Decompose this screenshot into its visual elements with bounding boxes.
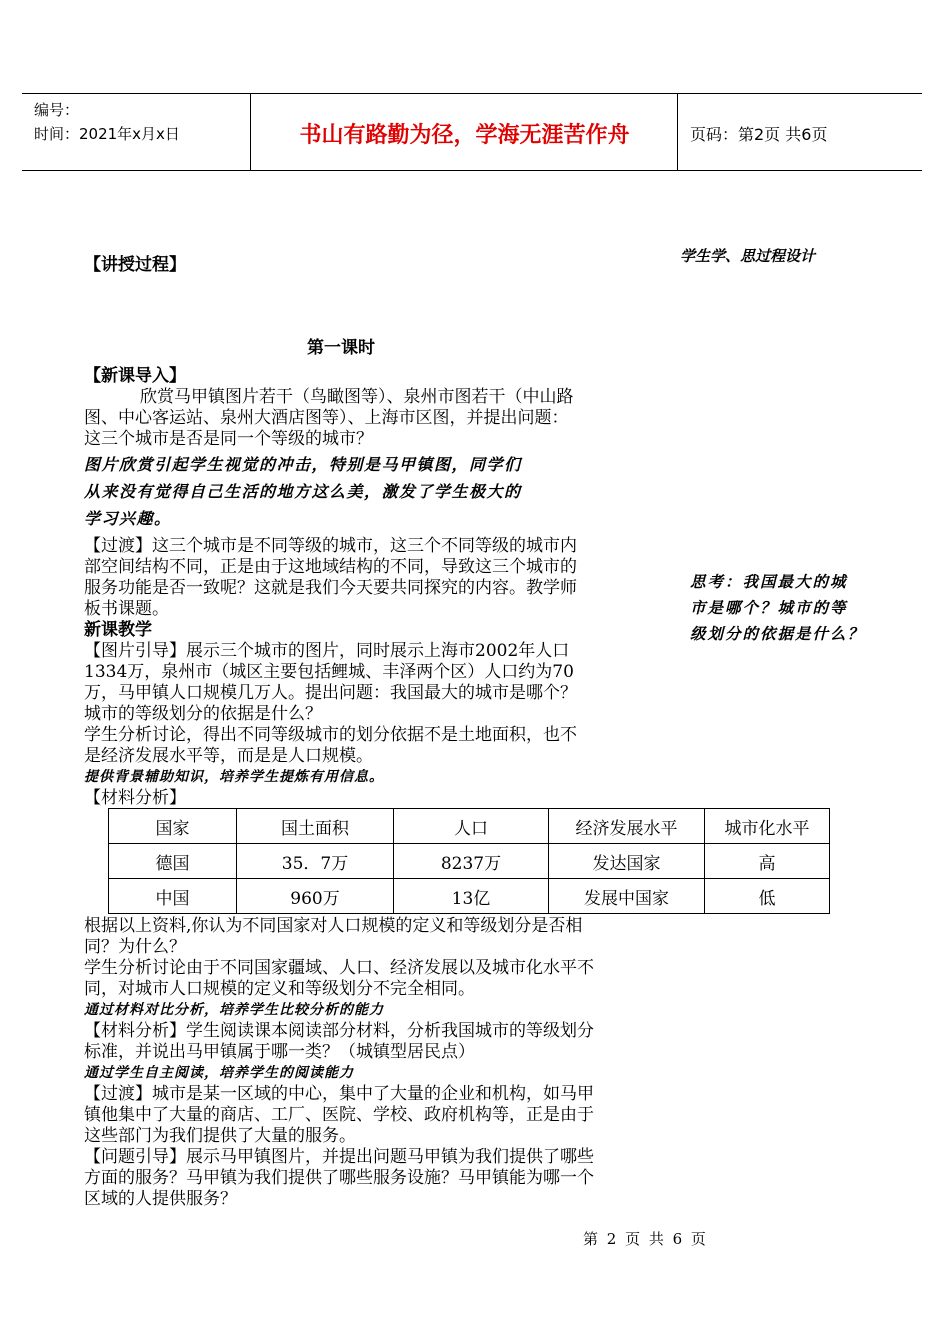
table-cell: 35．7万 [237,844,394,879]
picture-line: 万，马甲镇人口规模几万人。提出问题：我国最大的城市是哪个？ [84,683,577,703]
transition-line: 服务功能是否一致呢？这就是我们今天要共同探究的内容。教学师 [84,578,577,598]
intro-heading: 【新课导入】 [84,366,186,386]
discussion [84,725,654,767]
material2-line: 【材料分析】学生阅读课本阅读部分材料，分析我国城市的等级划分 [84,1021,594,1041]
page-footer: 第 2 页 共 6 页 [583,1230,708,1248]
header-page-label: 页码：第2页 共6页 [690,125,828,144]
note-3: 通过材料对比分析，培养学生比较分析的能力 [84,1002,384,1018]
intro-line: 这三个城市是否是同一个等级的城市？ [84,429,373,449]
analysis-line: 同，对城市人口规模的定义和等级划分不完全相同。 [84,979,475,999]
picture-line: 城市的等级划分的依据是什么？ [84,704,322,724]
intro-line: 图、中心客运站、泉州大酒店图等）、上海市区图，并提出问题： [84,408,569,428]
table-cell: 德国 [109,844,237,879]
time-label: 时间：2021年x月x日 [34,125,180,143]
transition-line: 板书课题。 [84,599,169,619]
question2-line: 方面的服务？马甲镇为我们提供了哪些服务设施？马甲镇能为哪一个 [84,1168,594,1188]
note-2: 提供背景辅助知识，培养学生提炼有用信息。 [84,769,384,785]
material-table [108,808,830,914]
table-cell: 发达国家 [549,844,705,879]
table-cell: 中国 [109,879,237,914]
question-line: 同？为什么？ [84,937,186,957]
header-meta [34,98,180,146]
transition-1 [84,536,654,620]
table-header-cell: 国家 [109,809,237,844]
picture-guide [84,641,654,725]
question-line: 根据以上资料,你认为不同国家对人口规模的定义和等级划分是否相 [84,916,583,936]
side-think-line: 思考：我国最大的城 [690,573,848,591]
intro-note-line: 学习兴趣。 [84,509,172,528]
material-heading: 【材料分析】 [84,788,186,808]
table-header-cell: 人口 [394,809,549,844]
table-header-cell: 城市化水平 [705,809,830,844]
table-cell: 高 [705,844,830,879]
discussion-line: 是经济发展水平等，而是是人口规模。 [84,746,373,766]
table-row [109,844,830,879]
table-cell: 960万 [237,879,394,914]
discussion-line: 学生分析讨论，得出不同等级城市的划分依据不是土地面积，也不 [84,725,577,745]
section-heading: 【讲授过程】 [84,255,186,275]
table-row [109,879,830,914]
table-cell: 低 [705,879,830,914]
transition-line: 【过渡】这三个城市是不同等级的城市，这三个不同等级的城市内 [84,536,577,556]
intro-note [84,451,654,532]
header-divider-1 [250,94,251,170]
intro-note-line: 从来没有觉得自己生活的地方这么美，激发了学生极大的 [84,482,522,501]
note-4: 通过学生自主阅读，培养学生的阅读能力 [84,1065,354,1081]
question2-line: 【问题引导】展示马甲镇图片，并提出问题马甲镇为我们提供了哪些 [84,1147,594,1167]
table-cell: 发展中国家 [549,879,705,914]
picture-line: 1334万，泉州市（城区主要包括鲤城、丰泽两个区）人口约为70 [84,662,574,682]
new-teaching-heading: 新课教学 [84,620,152,640]
table-cell: 8237万 [394,844,549,879]
table-header-cell: 国土面积 [237,809,394,844]
transition-line: 部空间结构不同，正是由于这地域结构的不同，导致这三个城市的 [84,557,577,577]
lesson-title: 第一课时 [307,338,375,358]
main-column [84,366,654,809]
side-think-line: 级划分的依据是什么？ [690,625,866,643]
side-think [690,569,920,647]
side-think-line: 市是哪个？城市的等 [690,599,848,617]
transition2-line: 镇他集中了大量的商店、工厂、医院、学校、政府机构等，正是由于 [84,1105,594,1125]
header-motto: 书山有路勤为径，学海无涯苦作舟 [299,123,630,148]
transition2-line: 【过渡】城市是某一区域的中心，集中了大量的企业和机构，如马甲 [84,1084,594,1104]
code-label: 编号： [34,101,80,119]
intro-note-line: 图片欣赏引起学生视觉的冲击，特别是马甲镇图，同学们 [84,455,522,474]
header-divider-2 [677,94,678,170]
table-header-row [109,809,830,844]
table-header-cell: 经济发展水平 [549,809,705,844]
picture-line: 【图片引导】展示三个城市的图片，同时展示上海市2002年人口 [84,641,570,661]
side-heading: 学生学、思过程设计 [680,247,816,265]
question2-line: 区域的人提供服务？ [84,1189,237,1209]
analysis-line: 学生分析讨论由于不同国家疆域、人口、经济发展以及城市化水平不 [84,958,594,978]
transition2-line: 这些部门为我们提供了大量的服务。 [84,1126,356,1146]
lower-column [84,916,654,1210]
intro-line: 欣赏马甲镇图片若干（鸟瞰图等）、泉州市图若干（中山路 [140,387,574,407]
table-cell: 13亿 [394,879,549,914]
page-header [22,93,922,171]
material2-line: 标准，并说出马甲镇属于哪一类？（城镇型居民点） [84,1042,475,1062]
